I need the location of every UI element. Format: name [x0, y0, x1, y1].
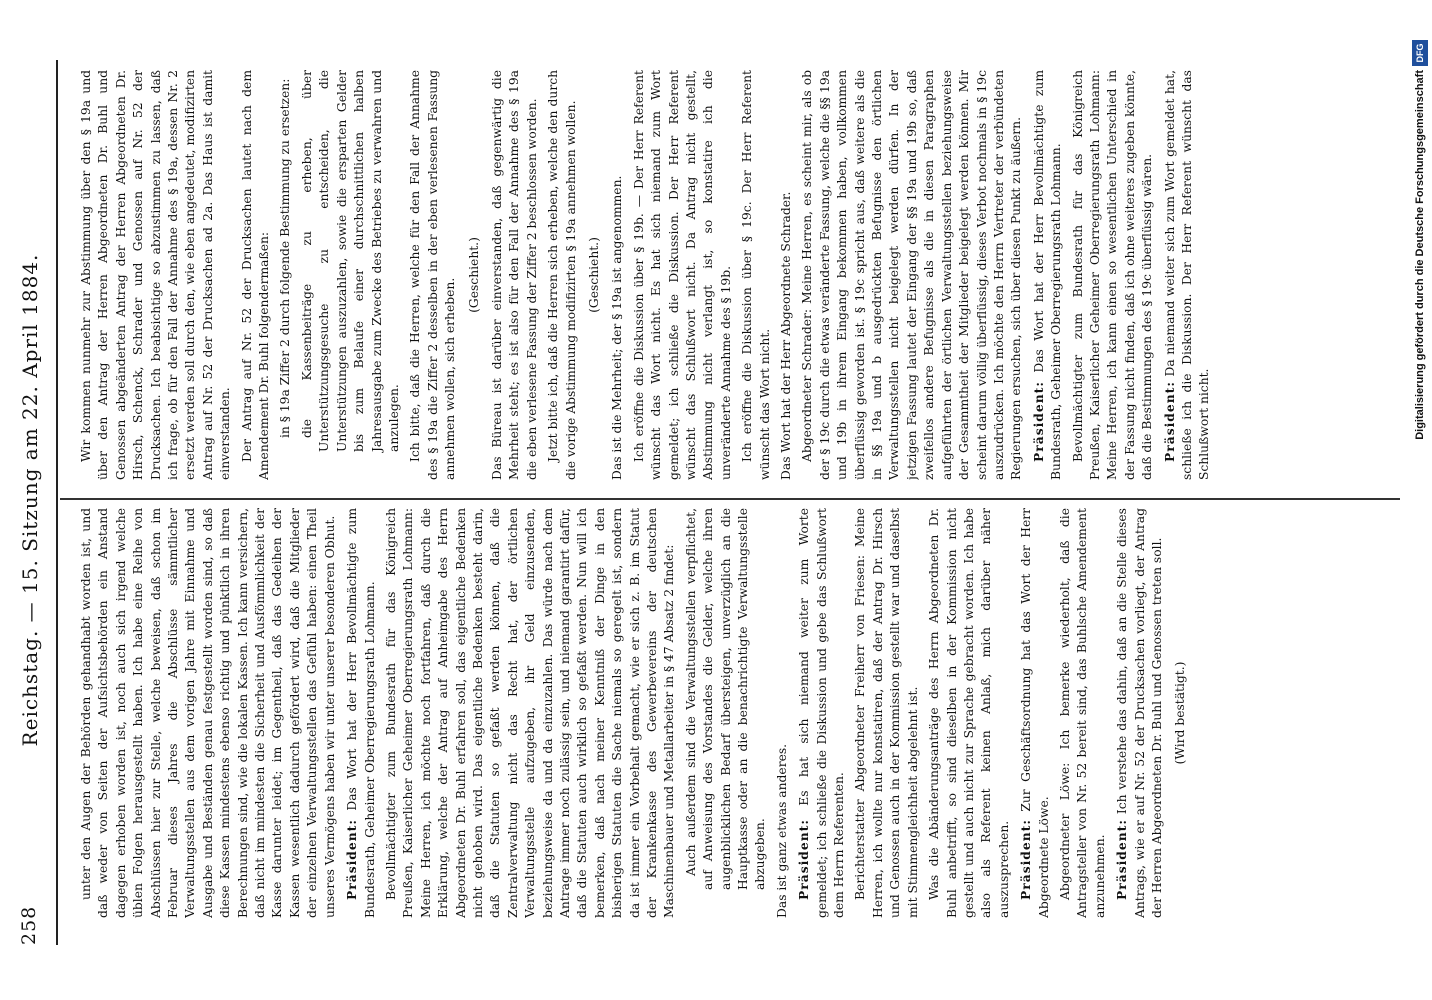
paragraph-text: die Kassenbeiträge zu erheben, über Unterstützungsgesuche zu entscheiden, die Unterstützungen auszuzahlen, sowie die ersparten Gelder bis zum Belaufe einer durchschnittlichen halben Jahresausgabe zum Zwecke des Betriebes zu verwahren und anzulegen. — [299, 70, 401, 452]
paragraph — [78, 508, 339, 918]
paragraph-text: Bevollmächtigter zum Bundesrath für das Königreich Preußen, Kaiserlicher Geheimer Oberregierungsrath Lohmann: Meine Herren, ich möchte noch fortfahren, daß durch die Erklärung, welche der Antrag auf Anheimgabe des Herrn Abgeordneten Dr. Buhl erfahren soll, das eigentliche Bedenken nicht gehoben wird. Das eigentliche Bedenken besteht darin, daß die Statuten so gefaßt werden können, daß die Zentralverwaltung nicht das Recht hat, der örtlichen Verwaltungsstelle aufzugeben, ihr Geld einzusenden, beziehungsweise da und da einzuzahlen. Das würde nach dem Antrage immer noch zulässig sein, und niemand garantirt dafür, daß die Statuten auch wirklich so gefaßt werden. Nun will ich bemerken, daß nach meiner Kenntniß der Dinge in den bisherigen Statuten die Sache niemals so geregelt ist, sondern da ist immer ein Vorbehalt gemacht, wie er sich z. B. im Statut der Krankenkasse des Gewerbevereins der deutschen Maschinenbauer und Metallarbeiter in § 47 Absatz 2 findet: — [383, 508, 677, 918]
paragraph-text: Das Wort hat der Herr Abgeordnete Schrader. — [779, 191, 794, 480]
speaker-label: Präsident: — [796, 819, 812, 900]
paragraph — [852, 508, 922, 918]
paragraph-text: Das Wort hat der Herr Bevollmächtigte zum Bundesrath, Geheimer Oberregierungsrath Lohmann. — [1031, 70, 1064, 480]
paragraph — [277, 70, 294, 452]
paragraph — [383, 508, 679, 918]
paragraph-text: Das Büreau ist darüber einverstanden, daß gegenwärtig die Mehrheit steht; es ist also für den Fall der Annahme des § 19a die eben verlesene Fassung der Ziffer 2 beschlossen worden. — [489, 70, 539, 480]
paragraph — [774, 508, 791, 918]
paragraph — [239, 70, 274, 480]
paragraph — [466, 70, 483, 480]
paragraph-text: (Wird bestätigt.) — [1173, 661, 1188, 765]
paragraph-text: (Geschieht.) — [466, 237, 481, 313]
right-column — [78, 70, 1368, 480]
column-divider — [60, 498, 1400, 500]
paragraph-text: Ich eröffne die Diskussion über § 19c. Der Herr Referent wünscht das Wort nicht. — [740, 70, 772, 480]
paragraph-text: Der Antrag auf Nr. 52 der Drucksachen lautet nach dem Amendement Dr. Buhl folgendermaßen: — [239, 70, 272, 480]
paragraph-text: in § 19a Ziffer 2 durch folgende Bestimmung zu ersetzen: — [278, 78, 293, 438]
paragraph-text: Abgeordneter Schrader: Meine Herren, es scheint mir, als ob der § 19c durch die etwas veränderte Fassung, welche die §§ 19a und 19b in ihrem Eingang bekommen haben, vollkommen überflüssig geworden ist. § 19c spricht aus, daß weitere als die in §§ 19a und b ausgedrückten Befugnisse den örtlichen Verwaltungsstellen nicht beigelegt werden dürfen. In der jetzigen Fassung lautet der Eingang der §§ 19a und 19b so, daß zweifellos andere Befugnisse als die in diesen Paragraphen aufgeführten der örtlichen Verwaltungsstellen beziehungsweise der Gesammtheit der Mitglieder beigelegt werden können. Mir scheint darum völlig überflüssig, dieses Verbot nochmals in § 19c auszudrücken. Ich möchte den Herrn Vertreter der verbündeten Regierungen ersuchen, sich über diesen Punkt zu äußern. — [800, 70, 1024, 480]
paragraph-text: Es hat sich niemand weiter zum Worte gemeldet; ich schließe die Diskussion und gebe das Schlußwort dem Herrn Referenten. — [797, 508, 847, 918]
paragraph-text: Das ist die Mehrheit; der § 19a ist angenommen. — [610, 175, 625, 480]
paragraph-text: Zur Geschäftsordnung hat das Wort der Herr Abgeordnete Löwe. — [1019, 508, 1051, 918]
paragraph — [795, 508, 848, 918]
digitization-credit — [1412, 0, 1432, 1000]
left-column — [78, 508, 1368, 918]
speaker-label: Präsident: — [1161, 381, 1177, 462]
dfg-logo: DFG — [1412, 40, 1428, 66]
paragraph-text: (Geschieht.) — [586, 237, 601, 313]
speaker-label: Präsident: — [1114, 819, 1130, 900]
paragraph — [1030, 70, 1066, 480]
paragraph-text: Ich bitte, daß die Herren, welche für den Fall der Annahme des § 19a die Ziffer 2 desselben in der eben verlesenen Fassung annehmen wollen, sich erheben. — [408, 70, 458, 480]
speaker-label: Präsident: — [1030, 381, 1046, 462]
paragraph-text: Ich verstehe das dahin, daß an die Stelle dieses Antrags, wie er auf Nr. 52 der Drucksachen vorliegt, der Antrag der Herren Abgeordneten Dr. Buhl und Genossen treten soll. — [1115, 508, 1164, 918]
paragraph-text: Jetzt bitte ich, daß die Herren sich erheben, welche den durch die vorige Abstimmung modifizirten § 19a annehmen wollen. — [546, 70, 578, 480]
paragraph — [545, 70, 580, 480]
paragraph-text: Das ist ganz etwas anderes. — [774, 743, 789, 918]
paragraph — [778, 70, 795, 480]
paragraph — [489, 70, 541, 480]
paragraph — [739, 70, 774, 480]
paragraph — [799, 70, 1025, 480]
paragraph — [343, 508, 379, 918]
paragraph — [631, 70, 735, 480]
page-header — [0, 0, 64, 1000]
speaker-label: Präsident: — [344, 819, 360, 900]
paragraph — [299, 70, 403, 452]
paragraph — [1161, 70, 1214, 480]
paragraph-text: Ich eröffne die Diskussion über § 19b. — Der Herr Referent wünscht das Wort nicht. Es hat sich niemand zum Wort gemeldet; ich schließe die Diskussion. Der Herr Referent wünscht das Schlußwort nicht. Da Antrag nicht gestellt, Abstimmung nicht verlangt ist, so konstatire ich die unveränderte Annahme des § 19b. — [631, 70, 733, 480]
paragraph — [1017, 508, 1053, 918]
page-title: Reichstag. — 15. Sitzung am 22. April 1884. — [18, 253, 42, 747]
paragraph — [1070, 70, 1157, 480]
paragraph-text: Da niemand weiter sich zum Wort gemeldet hat, schließe ich die Diskussion. Der Herr Referent wünscht das Schlußwort nicht. — [1162, 70, 1212, 480]
paragraph — [926, 508, 1013, 918]
paragraph-text: unter den Augen der Behörden gehandhabt worden ist, und daß weder von Seiten der Aufsichtsbehörden ein Anstand dagegen erhoben worden ist, noch auch sich irgend welche üblen Folgen herausgestellt haben. Ich habe eine Reihe von Abschlüssen hier zur Stelle, welche beweisen, daß schon im Februar dieses Jahres die Abschlüsse sämmtlicher Verwaltungsstellen aus dem vorigen Jahre mit Einnahme und Ausgabe und Beständen genau festgestellt worden sind, so daß diese Kassen mindestens ebenso richtig und pünktlich in ihren Berechnungen sind, wie die lokalen Kassen. Ich kann versichern, daß nicht im mindesten die Sicherheit und Ausfömmlichkeit der Kasse darunter leidet; im Gegentheil, daß das Gedeihen der Kassen wesentlich dadurch gefördert wird, daß die Mitglieder der einzelnen Verwaltungsstellen das Gefühl haben: einen Theil unseres Vermögens haben wir unter unserer besonderen Obhut. — [79, 508, 337, 918]
paragraph-text: Bevollmächtigter zum Bundesrath für das Königreich Preußen, Kaiserlicher Geheimer Oberregierungsrath Lohmann: Meine Herren, ich kann einen so wesentlichen Unterschied in der Fassung nicht finden, daß ich ohne weiteres zugeben könnte, daß die Bestimmungen des § 19c überflüssig wären. — [1070, 70, 1155, 480]
paragraph-text: Auch außerdem sind die Verwaltungsstellen verpflichtet, auf Anweisung des Vorstandes die Gelder, welche ihren augenblicklichen Bedarf übersteigen, unverzüglich an die Hauptkasse oder an die benachrichtigte Verwaltungsstelle abzugeben. — [683, 508, 768, 890]
paragraph — [1113, 508, 1166, 918]
speaker-label: Präsident: — [1018, 819, 1034, 900]
paragraph — [586, 70, 603, 480]
paragraph — [1172, 508, 1189, 918]
paragraph-text: Das Wort hat der Herr Bevollmächtigte zum Bundesrath, Geheimer Oberregierungsrath Lohmann. — [345, 508, 377, 918]
paragraph — [1057, 508, 1109, 918]
paragraph-text: Abgeordneter Löwe: Ich bemerke wiederholt, daß die Antragsteller von Nr. 52 bereit sind, das Buhlsche Amendement anzunehmen. — [1057, 508, 1107, 918]
paragraph — [407, 70, 459, 480]
paragraph — [78, 70, 235, 480]
credit-text: Digitalisierung gefördert durch die Deutsche Forschungsgemeinschaft — [1414, 70, 1426, 440]
header-divider — [56, 60, 58, 945]
paragraph-text: Wir kommen nunmehr zur Abstimmung über den § 19a und über den Antrag der Herren Abgeordneten Dr. Buhl und Genossen abgeänderten Antrag der Herren Abgeordneten Dr. Hirsch, Schenck, Schrader und Genossen auf Nr. 52 der Drucksachen. Ich beabsichtige so abzustimmen zu lassen, daß ich frage, ob für den Fall der Annahme des § 19a, dessen Nr. 2 ersetzt werden soll durch den, wie eben angedeutet, modifizirten Antrag auf Nr. 52 der Drucksachen ad 2a. Das Haus ist damit einverstanden. — [79, 70, 233, 480]
paragraph — [609, 70, 626, 480]
paragraph — [683, 508, 770, 890]
page-number: 258 — [18, 905, 40, 945]
paragraph-text: Was die Abänderungsanträge des Herrn Abgeordneten Dr. Buhl anbetrifft, so sind dieselben in der Kommission nicht gestellt und auch nicht zur Sprache gebracht worden. Ich habe also als Referent keinen Anlaß, mich darüber näher auszusprechen. — [927, 508, 1011, 918]
paragraph-text: Berichterstatter Abgeordneter Freiherr von Friesen: Meine Herren, ich wollte nur konstatiren, daß der Antrag Dr. Hirsch und Genossen auch in der Kommission gestellt war und daselbst mit Stimmengleichheit abgelehnt ist. — [853, 508, 920, 918]
